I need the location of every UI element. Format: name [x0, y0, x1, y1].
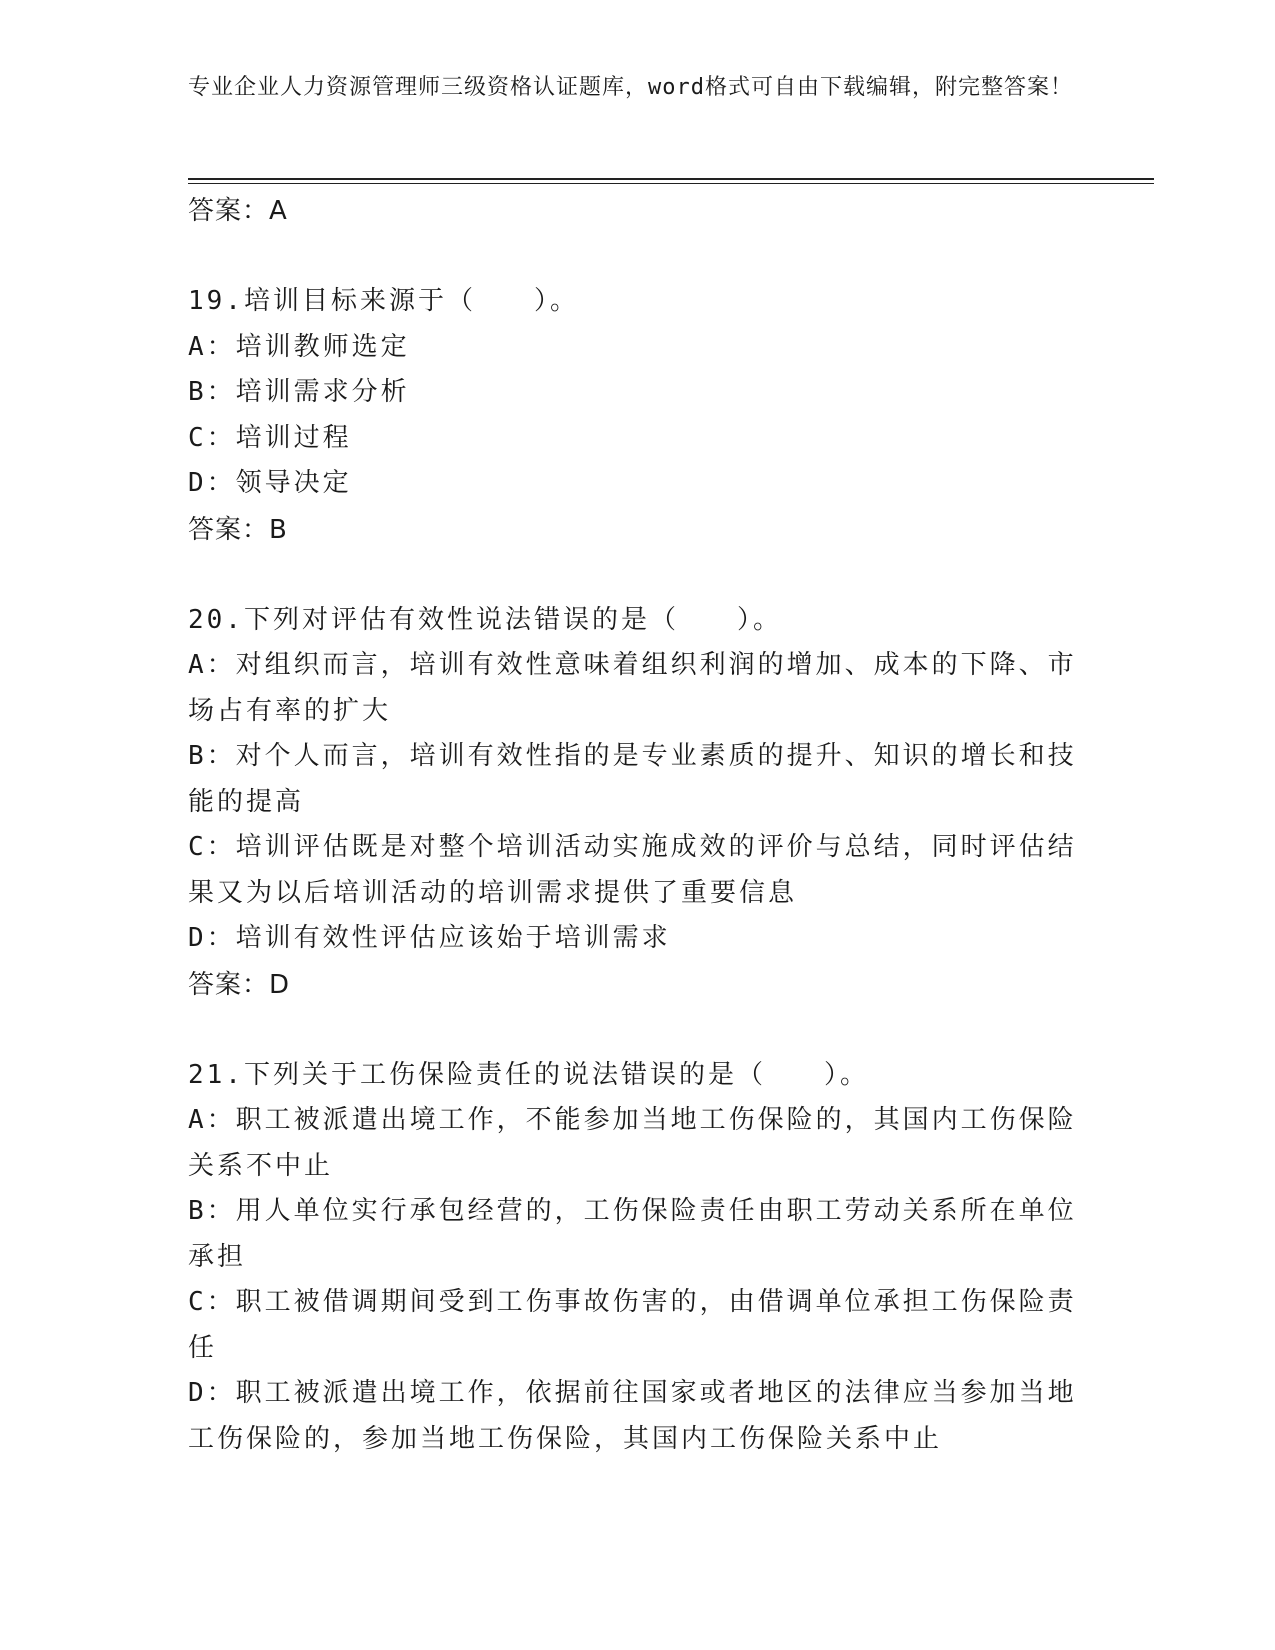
- option-a: A：对组织而言，培训有效性意味着组织利润的增加、成本的下降、市场占有率的扩大: [188, 650, 1077, 726]
- header-divider-thick: [188, 178, 1154, 180]
- question-stem: 19.培训目标来源于（ ）。: [188, 286, 579, 316]
- option-c: C：培训评估既是对整个培训活动实施成效的评价与总结，同时评估结果又为以后培训活动的培训需求提供了重要信息: [188, 832, 1077, 908]
- question-stem: 20.下列对评估有效性说法错误的是（ ）。: [188, 604, 782, 635]
- option-a: A：职工被派遣出境工作，不能参加当地工伤保险的，其国内工伤保险关系不中止: [188, 1105, 1077, 1181]
- answer-line: 答案：A: [188, 196, 288, 226]
- option-b: B：用人单位实行承包经营的，工伤保险责任由职工劳动关系所在单位承担: [188, 1196, 1077, 1272]
- question-list: [188, 188, 1088, 1462]
- option-d: D：职工被派遣出境工作，依据前往国家或者地区的法律应当参加当地工伤保险的，参加当地工伤保险，其国内工伤保险关系中止: [188, 1378, 1077, 1454]
- answer-line: 答案：B: [188, 514, 288, 545]
- option-a: A：培训教师选定: [188, 331, 410, 362]
- question-21: [188, 1053, 1088, 1463]
- spacer: [188, 234, 1088, 279]
- header-note: 专业企业人力资源管理师三级资格认证题库，word格式可自由下载编辑，附完整答案！: [188, 75, 1073, 100]
- header-divider-thin: [188, 183, 1154, 184]
- question-19: [188, 279, 1088, 553]
- question-stem: 21.下列关于工伤保险责任的说法错误的是（ ）。: [188, 1059, 869, 1090]
- question-20: [188, 598, 1088, 1008]
- option-d: D：培训有效性评估应该始于培训需求: [188, 923, 671, 953]
- option-b: B：培训需求分析: [188, 377, 410, 407]
- option-c: C：培训过程: [188, 422, 352, 453]
- option-d: D：领导决定: [188, 468, 352, 498]
- option-c: C：职工被借调期间受到工伤事故伤害的，由借调单位承担工伤保险责任: [188, 1287, 1077, 1363]
- option-b: B：对个人而言，培训有效性指的是专业素质的提升、知识的增长和技能的提高: [188, 741, 1077, 817]
- spacer: [188, 553, 1088, 598]
- answer-line: 答案：D: [188, 969, 291, 1000]
- spacer: [188, 1008, 1088, 1053]
